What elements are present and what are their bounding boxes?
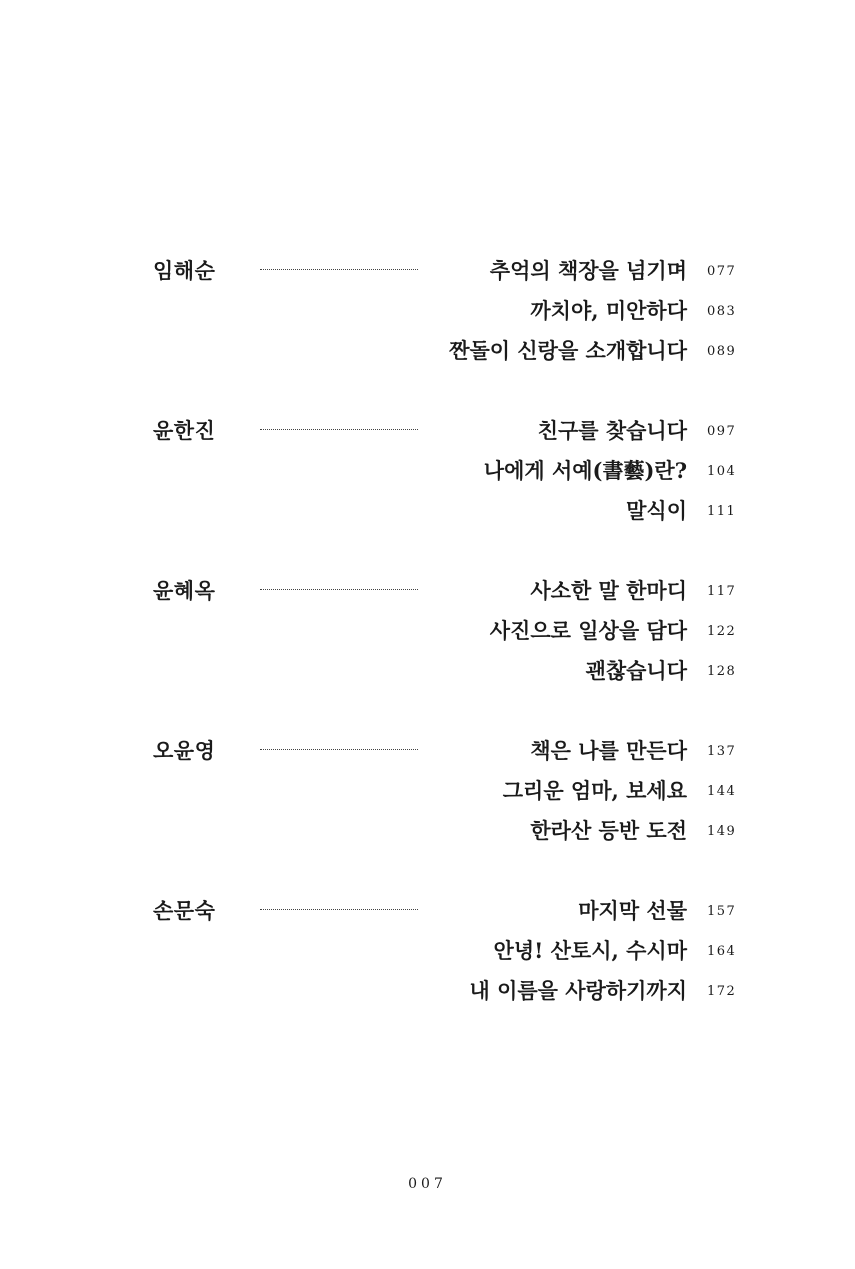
toc-group: [0, 251, 855, 371]
toc-entry[interactable]: [0, 811, 855, 851]
entry-page-number: 077: [707, 264, 737, 279]
toc-entry[interactable]: [0, 411, 855, 451]
toc-entry[interactable]: [0, 731, 855, 771]
toc-entry[interactable]: [0, 451, 855, 491]
entry-title: 사소한 말 한마디: [530, 578, 687, 603]
author-name: 임해순: [153, 258, 216, 283]
toc-entry[interactable]: [0, 931, 855, 971]
author-name: 윤혜옥: [153, 578, 216, 603]
entry-page-number: 097: [707, 424, 737, 439]
toc-entry[interactable]: [0, 571, 855, 611]
toc-entry[interactable]: [0, 611, 855, 651]
toc-entry[interactable]: [0, 331, 855, 371]
entry-page-number: 172: [707, 984, 737, 999]
entry-page-number: 137: [707, 744, 737, 759]
entry-page-number: 117: [707, 584, 737, 599]
toc-entry[interactable]: [0, 291, 855, 331]
entry-page-number: 104: [707, 464, 737, 479]
entry-title: 나에게 서예(書藝)란?: [483, 458, 687, 483]
toc-entry[interactable]: [0, 491, 855, 531]
entry-title: 짠돌이 신랑을 소개합니다: [449, 338, 687, 363]
toc-entry[interactable]: [0, 251, 855, 291]
author-name: 오윤영: [153, 738, 216, 763]
toc-group: [0, 571, 855, 691]
entry-title: 그리운 엄마, 보세요: [502, 778, 687, 803]
toc-group: [0, 731, 855, 851]
entry-page-number: 111: [707, 504, 737, 519]
toc-group: [0, 891, 855, 1011]
page-number-footer: 007: [408, 1176, 447, 1192]
entry-title: 안녕! 산토시, 수시마: [493, 938, 687, 963]
entry-page-number: 083: [707, 304, 737, 319]
entry-title: 까치야, 미안하다: [530, 298, 687, 323]
entry-title: 사진으로 일상을 담다: [489, 618, 687, 643]
entry-page-number: 149: [707, 824, 737, 839]
entry-page-number: 122: [707, 624, 737, 639]
entry-title: 한라산 등반 도전: [530, 818, 687, 843]
entry-title: 추억의 책장을 넘기며: [489, 258, 687, 283]
entry-title: 괜찮습니다: [585, 658, 687, 683]
toc-entry[interactable]: [0, 771, 855, 811]
entry-title: 책은 나를 만든다: [530, 738, 687, 763]
toc-entry[interactable]: [0, 971, 855, 1011]
toc-group: [0, 411, 855, 531]
entry-page-number: 128: [707, 664, 737, 679]
entry-title: 내 이름을 사랑하기까지: [469, 978, 687, 1003]
author-name: 윤한진: [153, 418, 216, 443]
entry-page-number: 144: [707, 784, 737, 799]
toc-entry[interactable]: [0, 651, 855, 691]
entry-title: 말식이: [626, 498, 687, 523]
entry-page-number: 157: [707, 904, 737, 919]
entry-page-number: 089: [707, 344, 737, 359]
table-of-contents: [0, 251, 855, 1051]
entry-title: 친구를 찾습니다: [537, 418, 687, 443]
author-name: 손문숙: [153, 898, 216, 923]
entry-page-number: 164: [707, 944, 737, 959]
toc-entry[interactable]: [0, 891, 855, 931]
entry-title: 마지막 선물: [578, 898, 687, 923]
